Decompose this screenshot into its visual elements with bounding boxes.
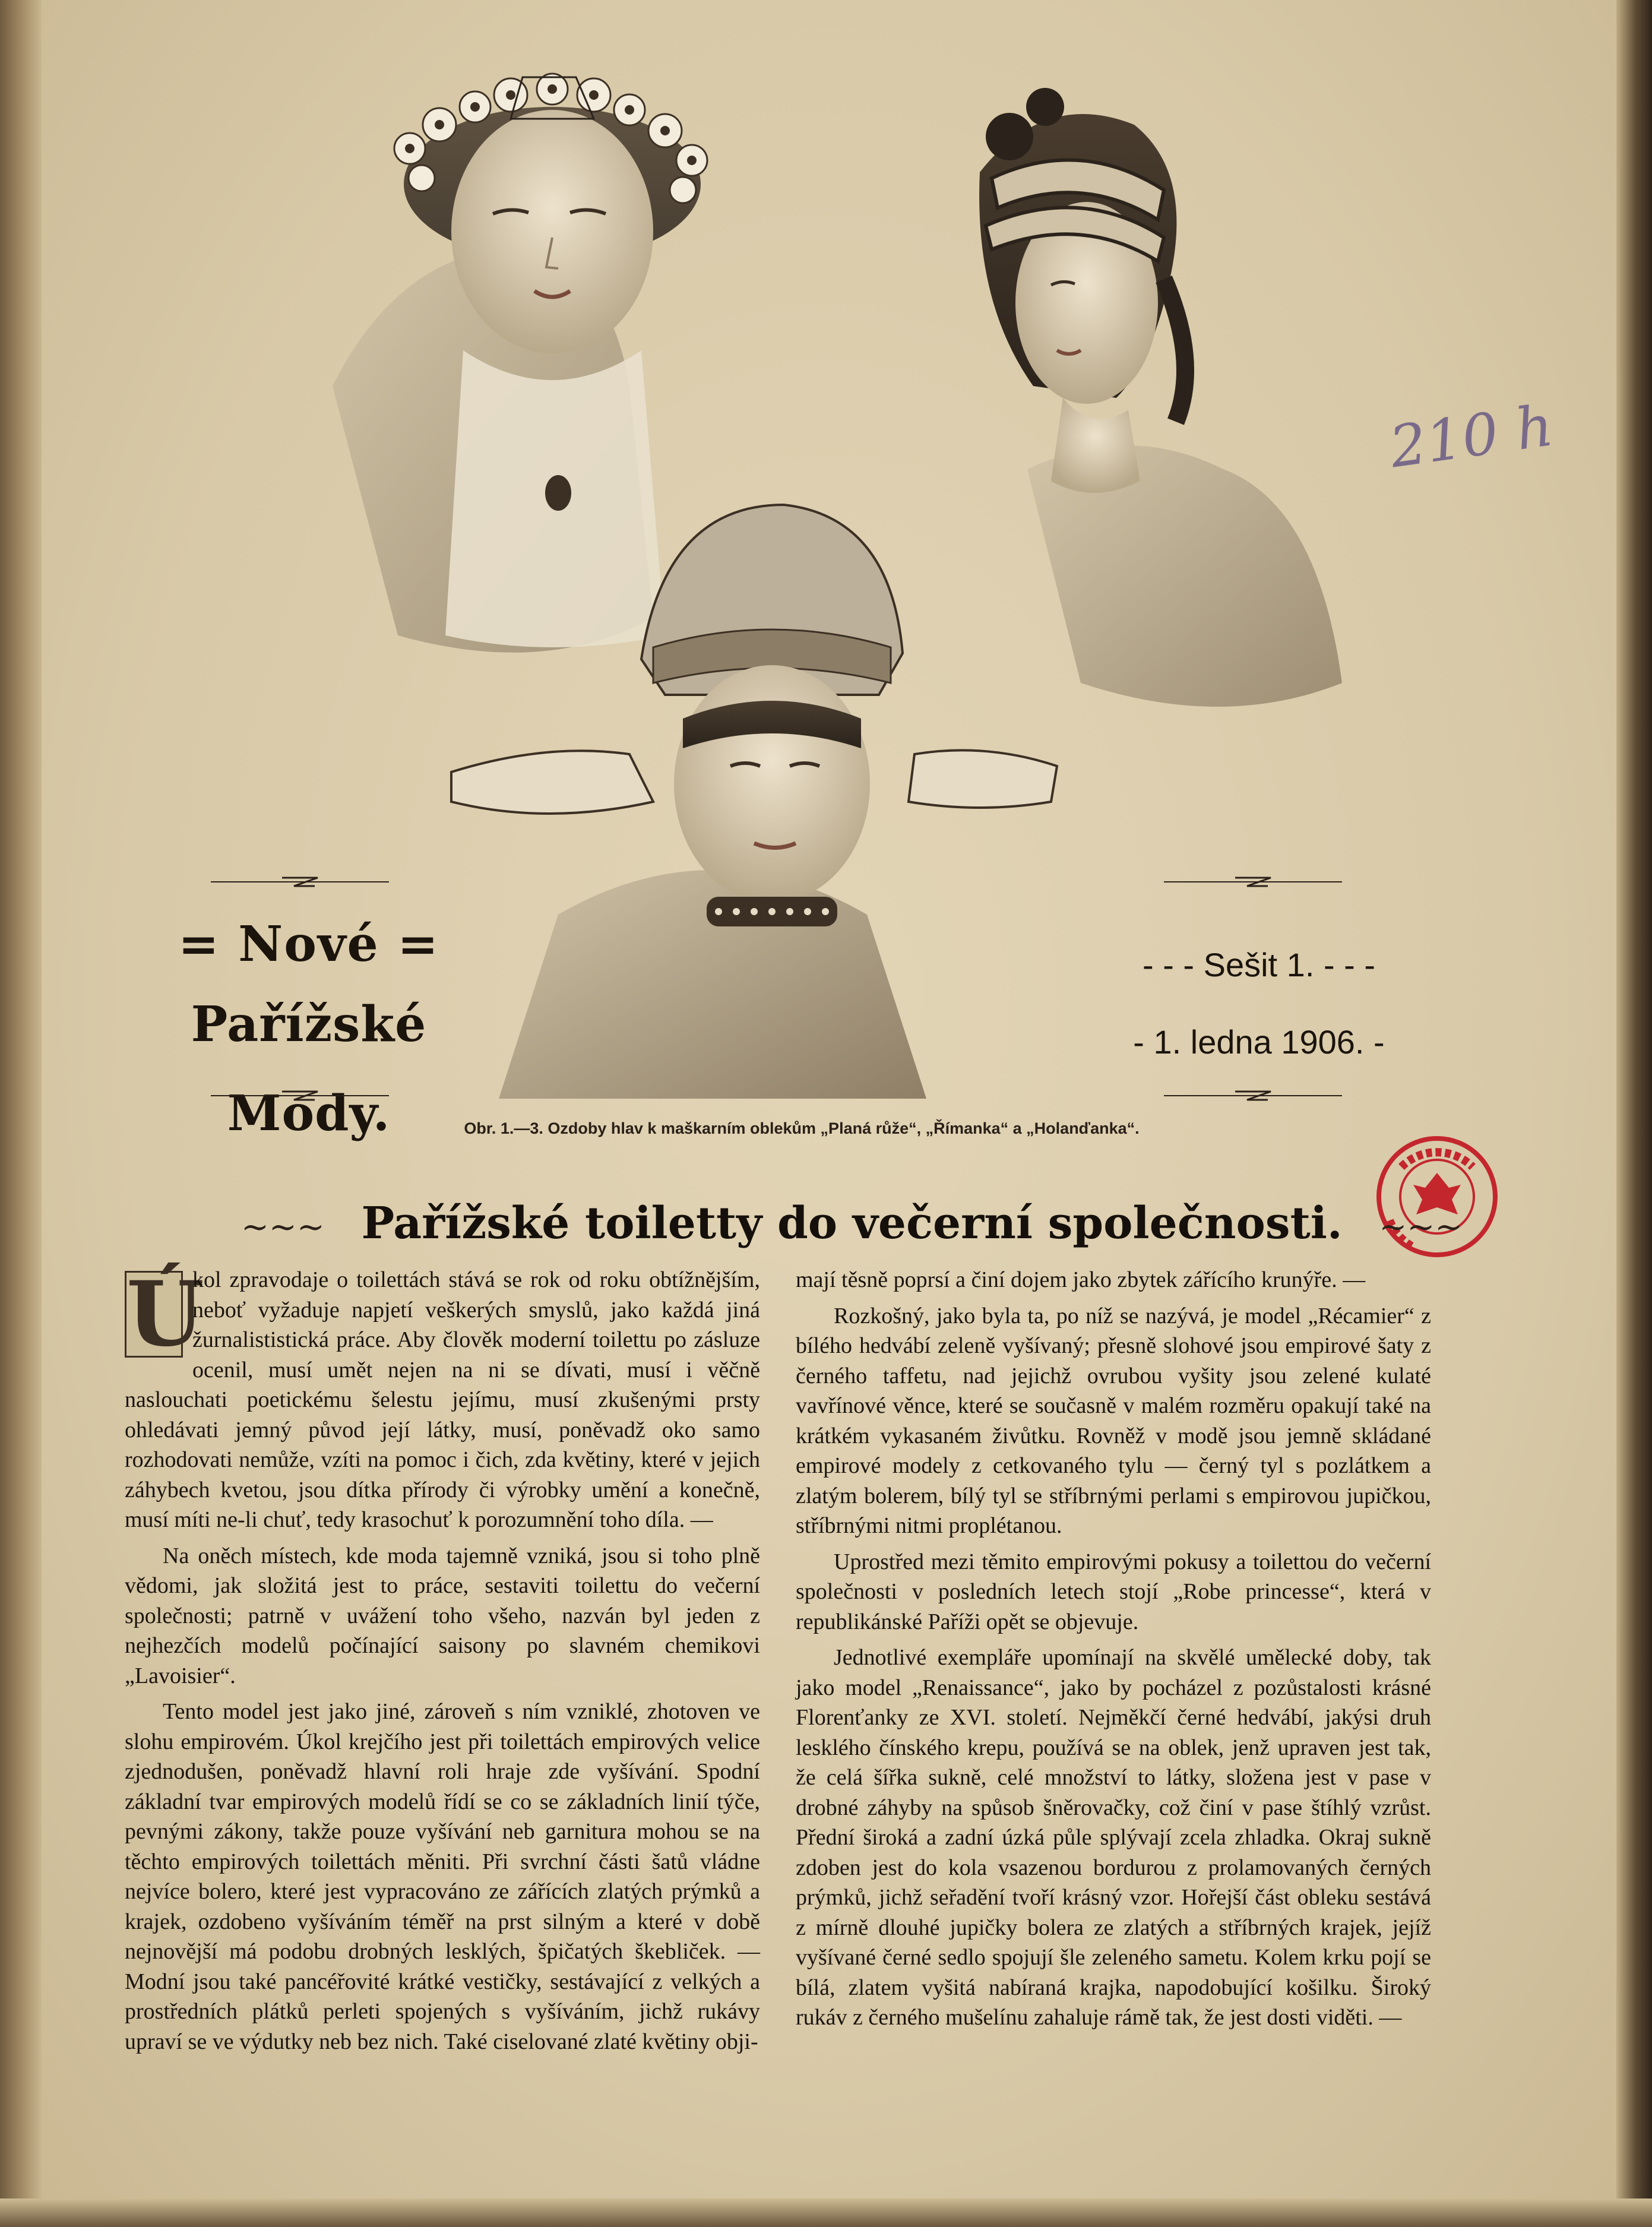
article-paragraph: mají těsně poprsí a činí dojem jako zbytek zářícího krunýře. — [796,1267,1366,1292]
issue-date: - 1. ledna 1906. - [1133,1023,1385,1061]
headline-flourish-left: ~~~ [241,1208,325,1247]
article-paragraph: Rozkošný, jako byla ta, po níž se nazývá, je model „Récamier“ z bílého hedvábí zeleně vyšívaný; přesně slohové jsou empirové šaty z černého taffetu, nad jejichž ovrubou vyšity jsou zelené kulaté vavřínové věnce, které se současně v malém rozměru opakují také na krátkém vykasaném živůtku. Rovněž v modě jsou jemně skládané empirové modely z cetkovaného tylu — černý tyl s pozlátkem a zlatým bolerem, bílý tyl se stříbrnými perlami s empirovou jupičkou, stříbrnými nitmi proplétanou. [796,1303,1431,1538]
article-paragraph [125,1262,760,1535]
article-headline [220,1188,1463,1259]
issue-rule-bottom [1164,1087,1342,1105]
paragraph-text: kol zpravodaje o toilettách stává se rok od roku obtížnějším, neboť vyžaduje napjetí veškerých smyslů, jako každá jiná žurnalististická práce. Aby člověk moderní toilettu po zásluze ocenil, musí umět nejen na ni se dívati, musí i věčně naslouchati poetickému šelestu jejímu, musí zkušenými prsty ohledávati jemný původ její látky, musí, poněvadž oko samo rozhodovati nemůže, vzíti na pomoc i čich, zda květiny, které v jejich záhybech kvetou, jsou dítka přírody či výrobky umění a konečně, musí míti ne-li chuť, tedy krasochuť k porozumnění toho díla. — [125,1267,760,1532]
masthead-rule-top [211,873,389,891]
article-paragraph: Jednotlivé exempláře upomínají na skvělé umělecké doby, tak jako model „Renaissance“, jako by pocházel z pozůstalosti krásné Florenťanky ze XVI. století. Nejměkčí černé hedvábí, jakýsi druh lesklého čínského krepu, používá se na oblek, jenž upraven jest tak, že celá šířka sukně, celé množství to látky, složena jest v pase v drobné záhyby na spůsob šněrovačky, což činí v pase štíhlý vzrůst. Přední široká a zadní úzká půle splývají zcela zhladka. Okraj sukně zdoben jest do kola vsazenou bordurou z prolamovaných černých prýmků, jichž seřadění tvoří krásný vzor. Hořejší část obleku sestává z mírně dlouhé jupičky bolera ze zlatých a stříbrných krajek, jejíž vyšívané černé sedlo spojují šle zeleného sametu. Kolem krku pojí se bílá, zlatem vyšitá nabíraná krajka, napodobující košilku. Široký rukáv z černého mušelínu zahaluje rámě tak, že jest dosti viděti. — [796,1645,1431,2030]
issue-rule-top [1164,873,1342,891]
handwritten-price-note: 210 h [1385,392,1558,481]
drop-cap: Ú [125,1271,183,1358]
figure-roman-woman [979,88,1342,707]
article-column-left [125,1262,760,2062]
headline-flourish-right: ~~~ [1379,1208,1463,1247]
book-spine-shadow [0,0,42,2227]
masthead-title-line2: Pařížské Mody. [191,996,427,1142]
figure-wild-rose [333,74,707,653]
article-paragraph: Uprostřed mezi těmito empirovými pokusy a toilettou do večerní společnosti v posledních letech stojí „Robe princesse“, která v republikánské Paříži opět se objevuje. [796,1549,1431,1634]
issue-number: - - - Sešit 1. - - - [1143,946,1375,983]
article-paragraph: Na oněch místech, kde moda tajemně vzniká, jsou si toho plně vědomi, jak složitá jest to práce, sestaviti toilettu do večerní společnosti; patrně v uvážení toho všeho, nazván byl jeden z nejhezčích modelů počínající saisony po slavném chemikovi „Lavoisier“. [125,1543,760,1688]
masthead-rule-bottom [211,1087,389,1105]
article-paragraph: Tento model jest jako jiné, zároveň s ním vzniklé, zhotoven ve slohu empirovém. Úkol krejčího jest při toilettách empirových velice zjednodušen, poněvadž hlavní roli hraje zde vyšívání. Spodní základní tvar empirových modelů řídí se co se základních linií týče, pevnými zákony, takže pouze vyšívání neb garnitura mohou se na těchto empirových toilettách měniti. Při svrchní části šatů vládne nejvíce bolero, které jest vypracováno ze zářících zlatých prýmků a krajek, ozdobeno vyšíváním téměř na prst silným a které v době nejnovější má podobu drobných lesklých, špičatých škebliček. — Modní jsou také pancéřovité krátké vestičky, sestávající z velkých a prostředních plátků perleti spojených s vyšíváním, jichž rukávy upraví se ve výdutky neb bez nich. Také ciselované zlaté květiny obji- [125,1699,760,2054]
issue-info [1105,932,1413,1087]
headline-text: Pařížské toiletty do večerní společnosti. [361,1198,1343,1249]
page-edge-shadow [1616,0,1652,2227]
masthead-title-line1: = Nové = [178,916,439,973]
figure-caption: Obr. 1.—3. Ozdoby hlav k maškarním oblekům „Planá růže“, „Římanka“ a „Holanďanka“. [464,1119,1140,1137]
article-column-right [796,1265,1431,2039]
page-bottom-edge [0,2198,1652,2227]
